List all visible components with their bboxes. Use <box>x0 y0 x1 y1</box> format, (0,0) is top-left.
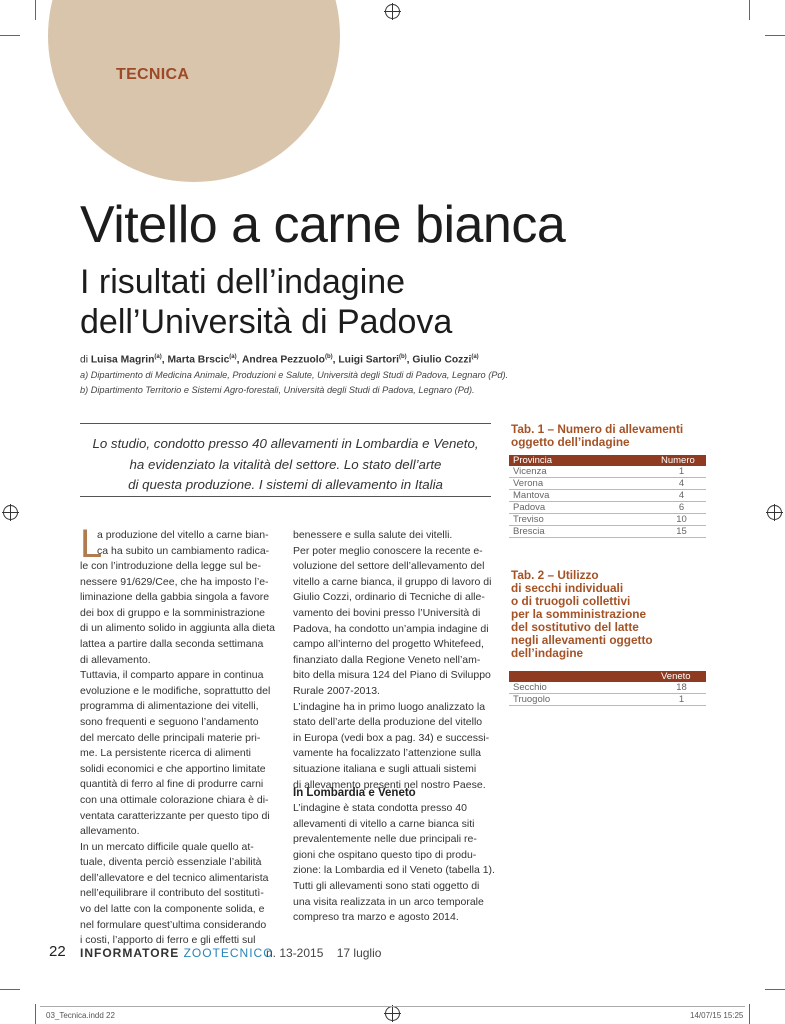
body-line: vo del latte con la componente solida, e <box>80 903 265 916</box>
magazine-name <box>80 946 274 960</box>
magazine-name-part-2: ZOOTECNICO <box>183 946 274 960</box>
table-header-row <box>509 671 706 682</box>
body-line: di allevamento presenti nel nostro Paese. <box>293 778 486 791</box>
body-line: ca ha subito un cambiamento radica- <box>97 544 270 557</box>
registration-mark-icon <box>767 505 782 520</box>
crop-mark <box>0 35 20 36</box>
table-title-line: oggetto dell’indagine <box>511 435 630 449</box>
body-line: benessere e sulla salute dei vitelli. <box>293 529 453 541</box>
table-2-title <box>511 569 653 660</box>
subheading: In Lombardia e Veneto <box>293 787 416 799</box>
author-aff: (a) <box>229 354 237 360</box>
crop-mark <box>35 0 36 20</box>
table-row <box>509 514 706 526</box>
authors-prefix: di <box>80 354 89 366</box>
body-line: di allevamento. <box>80 653 151 666</box>
body-line: dei box di gruppo e la somministrazione <box>80 606 266 619</box>
body-line: voluzione del settore dell’allevamento del <box>293 560 485 573</box>
affiliation-b: b) Dipartimento Territorio e Sistemi Agro-forestali, Università degli Studi di Padova, Legnaro (Pd). <box>80 385 475 395</box>
article-title: Vitello a carne bianca <box>80 196 566 254</box>
registration-mark-icon <box>385 4 400 19</box>
body-line: Tuttavia, il comparto appare in continua <box>80 669 264 682</box>
body-line: i costi, l’apporto di ferro e gli effetti sul <box>80 934 256 947</box>
body-line: nell’equilibrare il contributo del sostitutì- <box>80 887 264 900</box>
table-title-line: del sostitutivo del latte <box>511 620 639 634</box>
table-cell: 1 <box>657 466 706 478</box>
header-circle <box>48 0 340 182</box>
table-cell: Brescia <box>509 526 657 538</box>
table-title-line: per la somministrazione <box>511 607 647 621</box>
body-line: campo all’interno del progetto Whitefeed, <box>293 638 484 651</box>
crop-mark <box>765 989 785 990</box>
body-line: gioni che ospitano questo tipo di produ- <box>293 848 477 861</box>
body-line: situazione italiana e sugli attuali sistemi <box>293 762 477 775</box>
table-cell: Vicenza <box>509 466 657 478</box>
page-number: 22 <box>49 943 66 960</box>
subtitle-line: I risultati dell’indagine <box>80 263 406 301</box>
crop-mark <box>35 1004 36 1024</box>
table-cell: 10 <box>657 514 706 526</box>
body-line: compreso tra marzo e agosto 2014. <box>293 911 459 924</box>
table-cell: Truogolo <box>509 694 657 706</box>
body-line: con una ottimale colorazione chiara è di- <box>80 793 269 806</box>
slug-datetime: 14/07/15 15:25 <box>690 1011 744 1020</box>
body-line: in Europa (vedi box a pag. 34) e successi- <box>293 731 490 744</box>
column-1 <box>80 559 275 949</box>
author-name: Giulio Cozzi <box>412 354 472 366</box>
table-row <box>509 526 706 538</box>
body-line: bito della misura 124 del Piano di Sviluppo <box>293 669 491 682</box>
body-line: evoluzione e le modifiche, soprattutto del <box>80 684 271 697</box>
affiliation-a: a) Dipartimento di Medicina Animale, Produzioni e Salute, Università degli Studi di Padova, Legnaro (Pd). <box>80 370 509 380</box>
body-line: nessere 91/629/Cee, che ha imposto l’e- <box>80 575 269 588</box>
table-row <box>509 478 706 490</box>
table-row <box>509 466 706 478</box>
table-title-line: o di truogoli collettivi <box>511 594 631 608</box>
body-line: quantità di ferro al fine di produrre carni <box>80 778 264 791</box>
table-cell: Padova <box>509 502 657 514</box>
lead-line: ha evidenziato la vitalità del settore. Lo stato dell’arte <box>129 456 442 472</box>
lead-line: Lo studio, condotto presso 40 allevamenti in Lombardia e Veneto, <box>92 436 479 451</box>
table-cell: Treviso <box>509 514 657 526</box>
subtitle-line: dell’Università di Padova <box>80 303 453 341</box>
crop-mark <box>749 1004 750 1024</box>
body-line: dell’allevatore e del tecnico alimentarista <box>80 871 269 884</box>
table-title-line: di secchi individuali <box>511 581 624 595</box>
crop-mark <box>0 989 20 990</box>
body-line: di un alimento solido in aggiunta alla dieta <box>80 622 275 635</box>
article-subtitle <box>80 262 452 342</box>
body-line: programma di alimentazione dei vitelli, <box>80 700 259 713</box>
author-aff: (b) <box>324 354 333 360</box>
authors-line: di Luisa Magrin$^{(a)}$, Marta Brscic$^{(a)}$, Andrea Pezzuolo$^{(b)}$, Luigi Sartori$^{(b)}$, Giulio Cozzi$^{(a)}$ <box>80 354 479 366</box>
body-line: Padova, ha condotto un’ampia indagine di <box>293 622 489 635</box>
body-line: tuale, diventa perciò essenziale l’abilità <box>80 856 262 869</box>
table-2 <box>509 671 706 706</box>
body-line: Per poter meglio conoscere la recente e- <box>293 544 483 557</box>
table-cell: Mantova <box>509 490 657 502</box>
table-title-line: dell’indagine <box>511 646 584 660</box>
lead-top-rule <box>80 423 491 424</box>
body-line: stato dell’arte della produzione del vitello <box>293 716 483 729</box>
table-title-line: Tab. 2 – Utilizzo <box>511 568 599 582</box>
author-name: Marta Brscic <box>167 354 230 366</box>
lead-bottom-rule <box>80 496 491 497</box>
body-line: L’indagine è stata condotta presso 40 <box>293 802 467 814</box>
table-1 <box>509 455 706 538</box>
body-line: L’indagine ha in primo luogo analizzato la <box>293 700 486 713</box>
body-line: prevalentemente nelle due principali re- <box>293 833 477 846</box>
author-name: Luisa Magrin <box>90 354 155 366</box>
table-row <box>509 694 706 706</box>
registration-mark-icon <box>3 505 18 520</box>
table-header-cell: Veneto <box>657 671 706 682</box>
drop-cap: L <box>80 522 103 566</box>
author-name: Andrea Pezzuolo <box>241 354 325 366</box>
table-header-cell <box>509 671 657 682</box>
body-line: del mercato delle principali materie pri- <box>80 731 261 744</box>
table-cell: 6 <box>657 502 706 514</box>
issue-info: n. 13-2015 17 luglio <box>266 946 382 960</box>
body-line: In un mercato difficile quale quello at- <box>80 840 254 853</box>
table-cell: 15 <box>657 526 706 538</box>
body-line: ventata caratterizzante per questo tipo di <box>80 809 270 822</box>
table-row <box>509 502 706 514</box>
body-line: Tutti gli allevamenti sono stati oggetto di <box>293 879 480 892</box>
body-line: me. La persistente ricerca di alimenti <box>80 747 251 760</box>
body-line: una visita realizzata in un arco temporale <box>293 895 484 908</box>
body-line: liminazione della gabbia singola a favore <box>80 591 270 604</box>
table-header-cell: Provincia <box>509 455 657 466</box>
table-cell: Verona <box>509 478 657 490</box>
table-title-line: negli allevamenti oggetto <box>511 633 653 647</box>
table-cell: Secchio <box>509 682 657 694</box>
column-2-part-2 <box>293 801 495 926</box>
body-line: Giulio Cozzi, ordinario di Tecniche di alle- <box>293 591 485 604</box>
table-header-row <box>509 455 706 466</box>
body-line: finanziato dalla Regione Veneto nell’am- <box>293 653 481 666</box>
author-aff: (a) <box>471 354 479 360</box>
body-line: allevamento. <box>80 825 140 838</box>
slug-box <box>40 1006 745 1007</box>
lead-line: di questa produzione. I sistemi di allevamento in Italia <box>128 477 443 492</box>
section-label: TECNICA <box>116 66 190 83</box>
table-cell: 1 <box>657 694 706 706</box>
author-name: Luigi Sartori <box>338 354 399 366</box>
magazine-name-part-1: INFORMATORE <box>80 946 180 960</box>
column-2-part-1 <box>293 528 491 793</box>
body-line: nel formulare quest’ultima considerando <box>80 918 267 931</box>
body-line: lattea a partire dalla seconda settimana <box>80 637 264 650</box>
crop-mark <box>749 0 750 20</box>
body-line: le con l’introduzione della legge sul be- <box>80 560 261 572</box>
author-aff: (a) <box>154 354 162 360</box>
body-line: vitello a carne bianca, il gruppo di lavoro di <box>293 575 492 588</box>
body-line: vamente ha focalizzato l’attenzione sulla <box>293 747 481 760</box>
table-1-title <box>511 423 683 449</box>
column-1-intro <box>97 528 269 559</box>
slug-file: 03_Tecnica.indd 22 <box>46 1011 115 1020</box>
body-line: vamento dei bovini presso l’Università di <box>293 606 481 619</box>
table-cell: 4 <box>657 490 706 502</box>
table-row <box>509 490 706 502</box>
body-line: allevamenti di vitello a carne bianca siti <box>293 817 475 830</box>
author-aff: (b) <box>399 354 407 360</box>
body-line: zione: la Lombardia ed il Veneto (tabella 1). <box>293 864 495 877</box>
table-header-cell: Numero <box>657 455 706 466</box>
body-line: a produzione del vitello a carne bian- <box>97 529 269 541</box>
body-line: sono frequenti e seguono l’andamento <box>80 715 259 728</box>
crop-mark <box>765 35 785 36</box>
article-lead <box>80 434 491 496</box>
table-row <box>509 682 706 694</box>
body-line: Rurale 2007-2013. <box>293 684 380 697</box>
registration-mark-icon <box>385 1006 400 1021</box>
body-line: solidi economici e che apportino limitate <box>80 762 266 775</box>
table-title-line: Tab. 1 – Numero di allevamenti <box>511 422 684 436</box>
table-cell: 4 <box>657 478 706 490</box>
table-cell: 18 <box>657 682 706 694</box>
